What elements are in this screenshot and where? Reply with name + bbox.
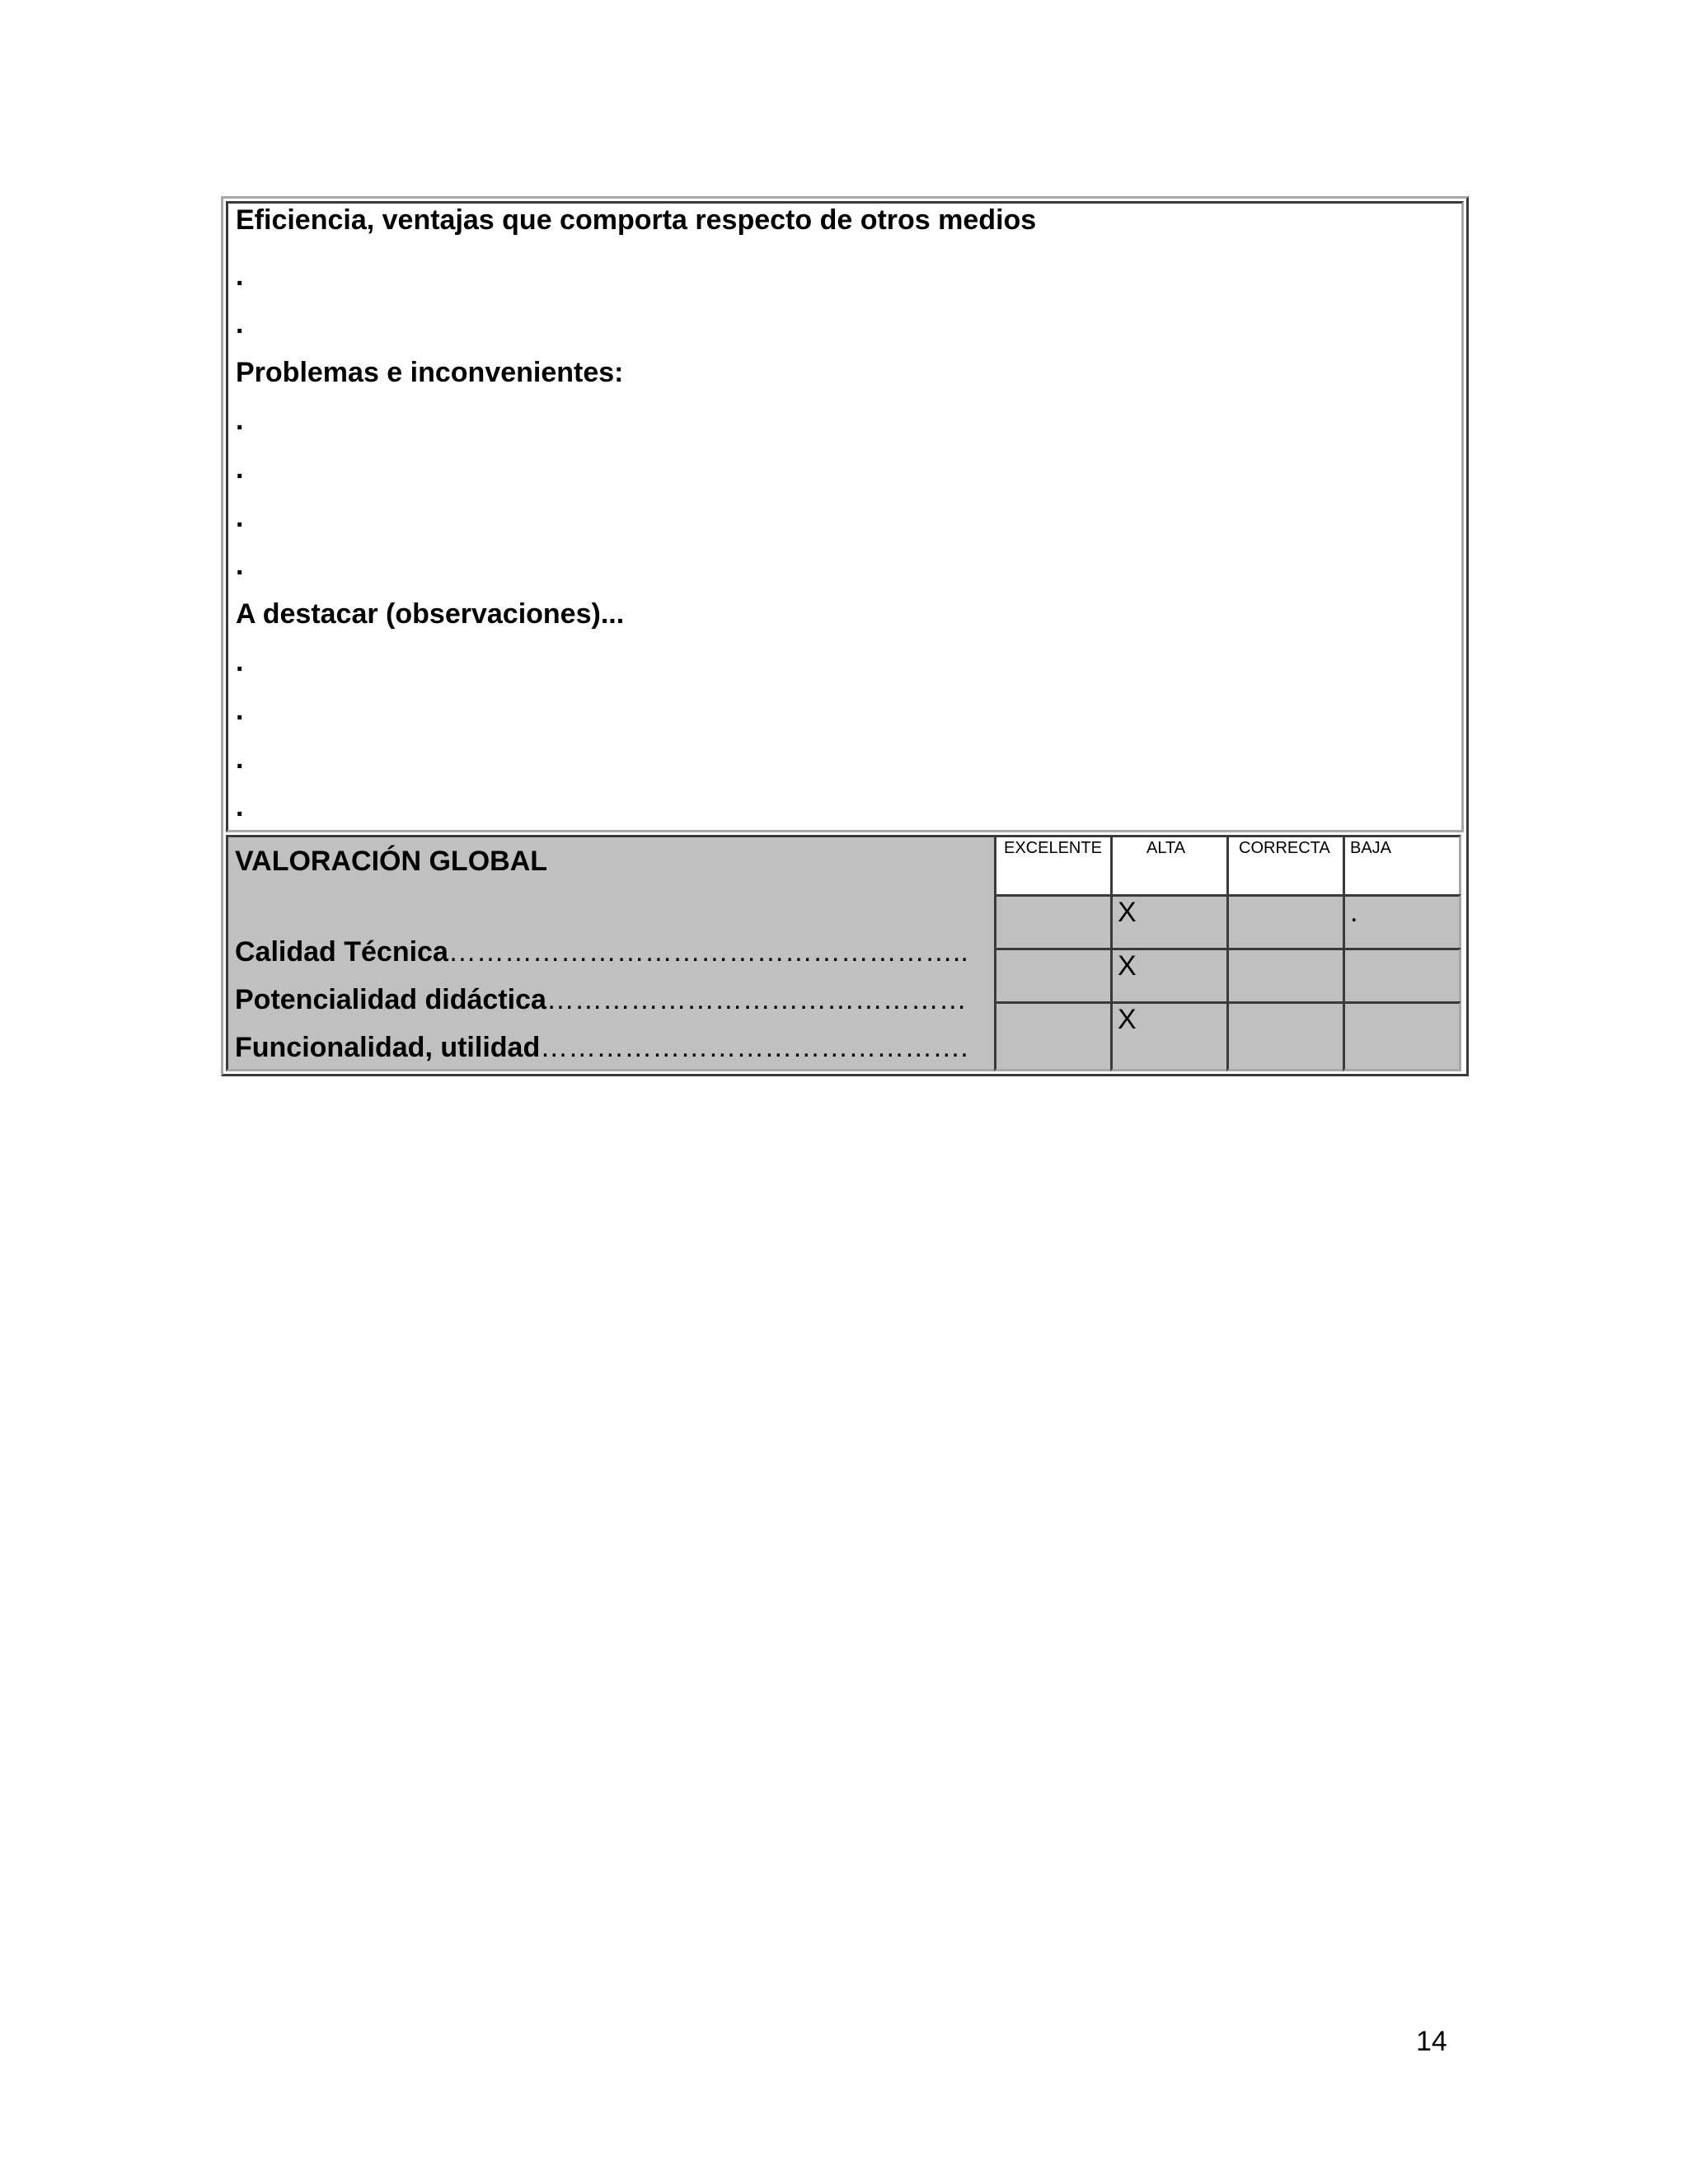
column-header-alta xyxy=(1110,835,1229,897)
column-header-label: ALTA xyxy=(1146,839,1186,857)
problems-line-4: . xyxy=(236,550,244,582)
highlight-line-2: . xyxy=(236,694,244,726)
criterion-funcionalidad-utilidad xyxy=(235,1032,968,1064)
column-header-label: CORRECTA xyxy=(1239,839,1330,857)
observations-section xyxy=(226,201,1464,832)
highlight-line-4: . xyxy=(236,791,244,823)
page-number: 14 xyxy=(1416,2026,1447,2057)
rating-cell[interactable] xyxy=(1343,894,1461,950)
highlight-line-1: . xyxy=(236,646,244,678)
dot-leader: ………………………………………. xyxy=(540,1032,968,1063)
efficiency-line-2: . xyxy=(236,308,244,340)
column-header-label: BAJA xyxy=(1350,839,1392,857)
rating-cell[interactable] xyxy=(1110,948,1229,1004)
evaluation-form-table xyxy=(221,196,1469,1076)
criterion-label: Funcionalidad, utilidad xyxy=(235,1032,541,1063)
dot-leader: ……………………………………………….. xyxy=(448,936,968,968)
column-header-baja xyxy=(1343,835,1461,897)
criterion-label: Calidad Técnica xyxy=(235,936,448,968)
rating-cell[interactable] xyxy=(994,1001,1113,1071)
efficiency-line-1: . xyxy=(236,260,244,292)
problems-line-1: . xyxy=(236,405,244,437)
column-header-excelente xyxy=(994,835,1113,897)
criterion-potencialidad-didactica xyxy=(235,984,967,1016)
efficiency-heading: Eficiencia, ventajas que comporta respecto de otros medios xyxy=(236,204,1037,236)
criterion-calidad-tecnica xyxy=(235,936,968,968)
rating-mark: X xyxy=(1118,950,1137,982)
column-header-label: EXCELENTE xyxy=(1004,839,1102,857)
rating-cell[interactable] xyxy=(1110,1001,1229,1071)
rating-cell[interactable] xyxy=(1226,894,1345,950)
rating-mark: . xyxy=(1350,897,1358,928)
highlight-heading: A destacar (observaciones)... xyxy=(236,598,625,630)
dot-leader: ……………………………………… xyxy=(546,984,967,1015)
rating-cell[interactable] xyxy=(1226,1001,1345,1071)
column-header-correcta xyxy=(1226,835,1345,897)
problems-line-3: . xyxy=(236,501,244,533)
criterion-label: Potencialidad didáctica xyxy=(235,984,546,1015)
rating-cell[interactable] xyxy=(1343,948,1461,1004)
rating-cell[interactable] xyxy=(1343,1001,1461,1071)
highlight-line-3: . xyxy=(236,743,244,775)
rating-mark: X xyxy=(1118,1004,1137,1035)
rating-cell[interactable] xyxy=(1226,948,1345,1004)
problems-line-2: . xyxy=(236,452,244,485)
valoracion-title: VALORACIÓN GLOBAL xyxy=(235,846,548,877)
rating-cell[interactable] xyxy=(994,894,1113,950)
problems-heading: Problemas e inconvenientes: xyxy=(236,356,624,388)
rating-cell[interactable] xyxy=(1110,894,1229,950)
valoracion-global-section xyxy=(226,835,998,1071)
rating-mark: X xyxy=(1118,897,1137,928)
rating-cell[interactable] xyxy=(994,948,1113,1004)
